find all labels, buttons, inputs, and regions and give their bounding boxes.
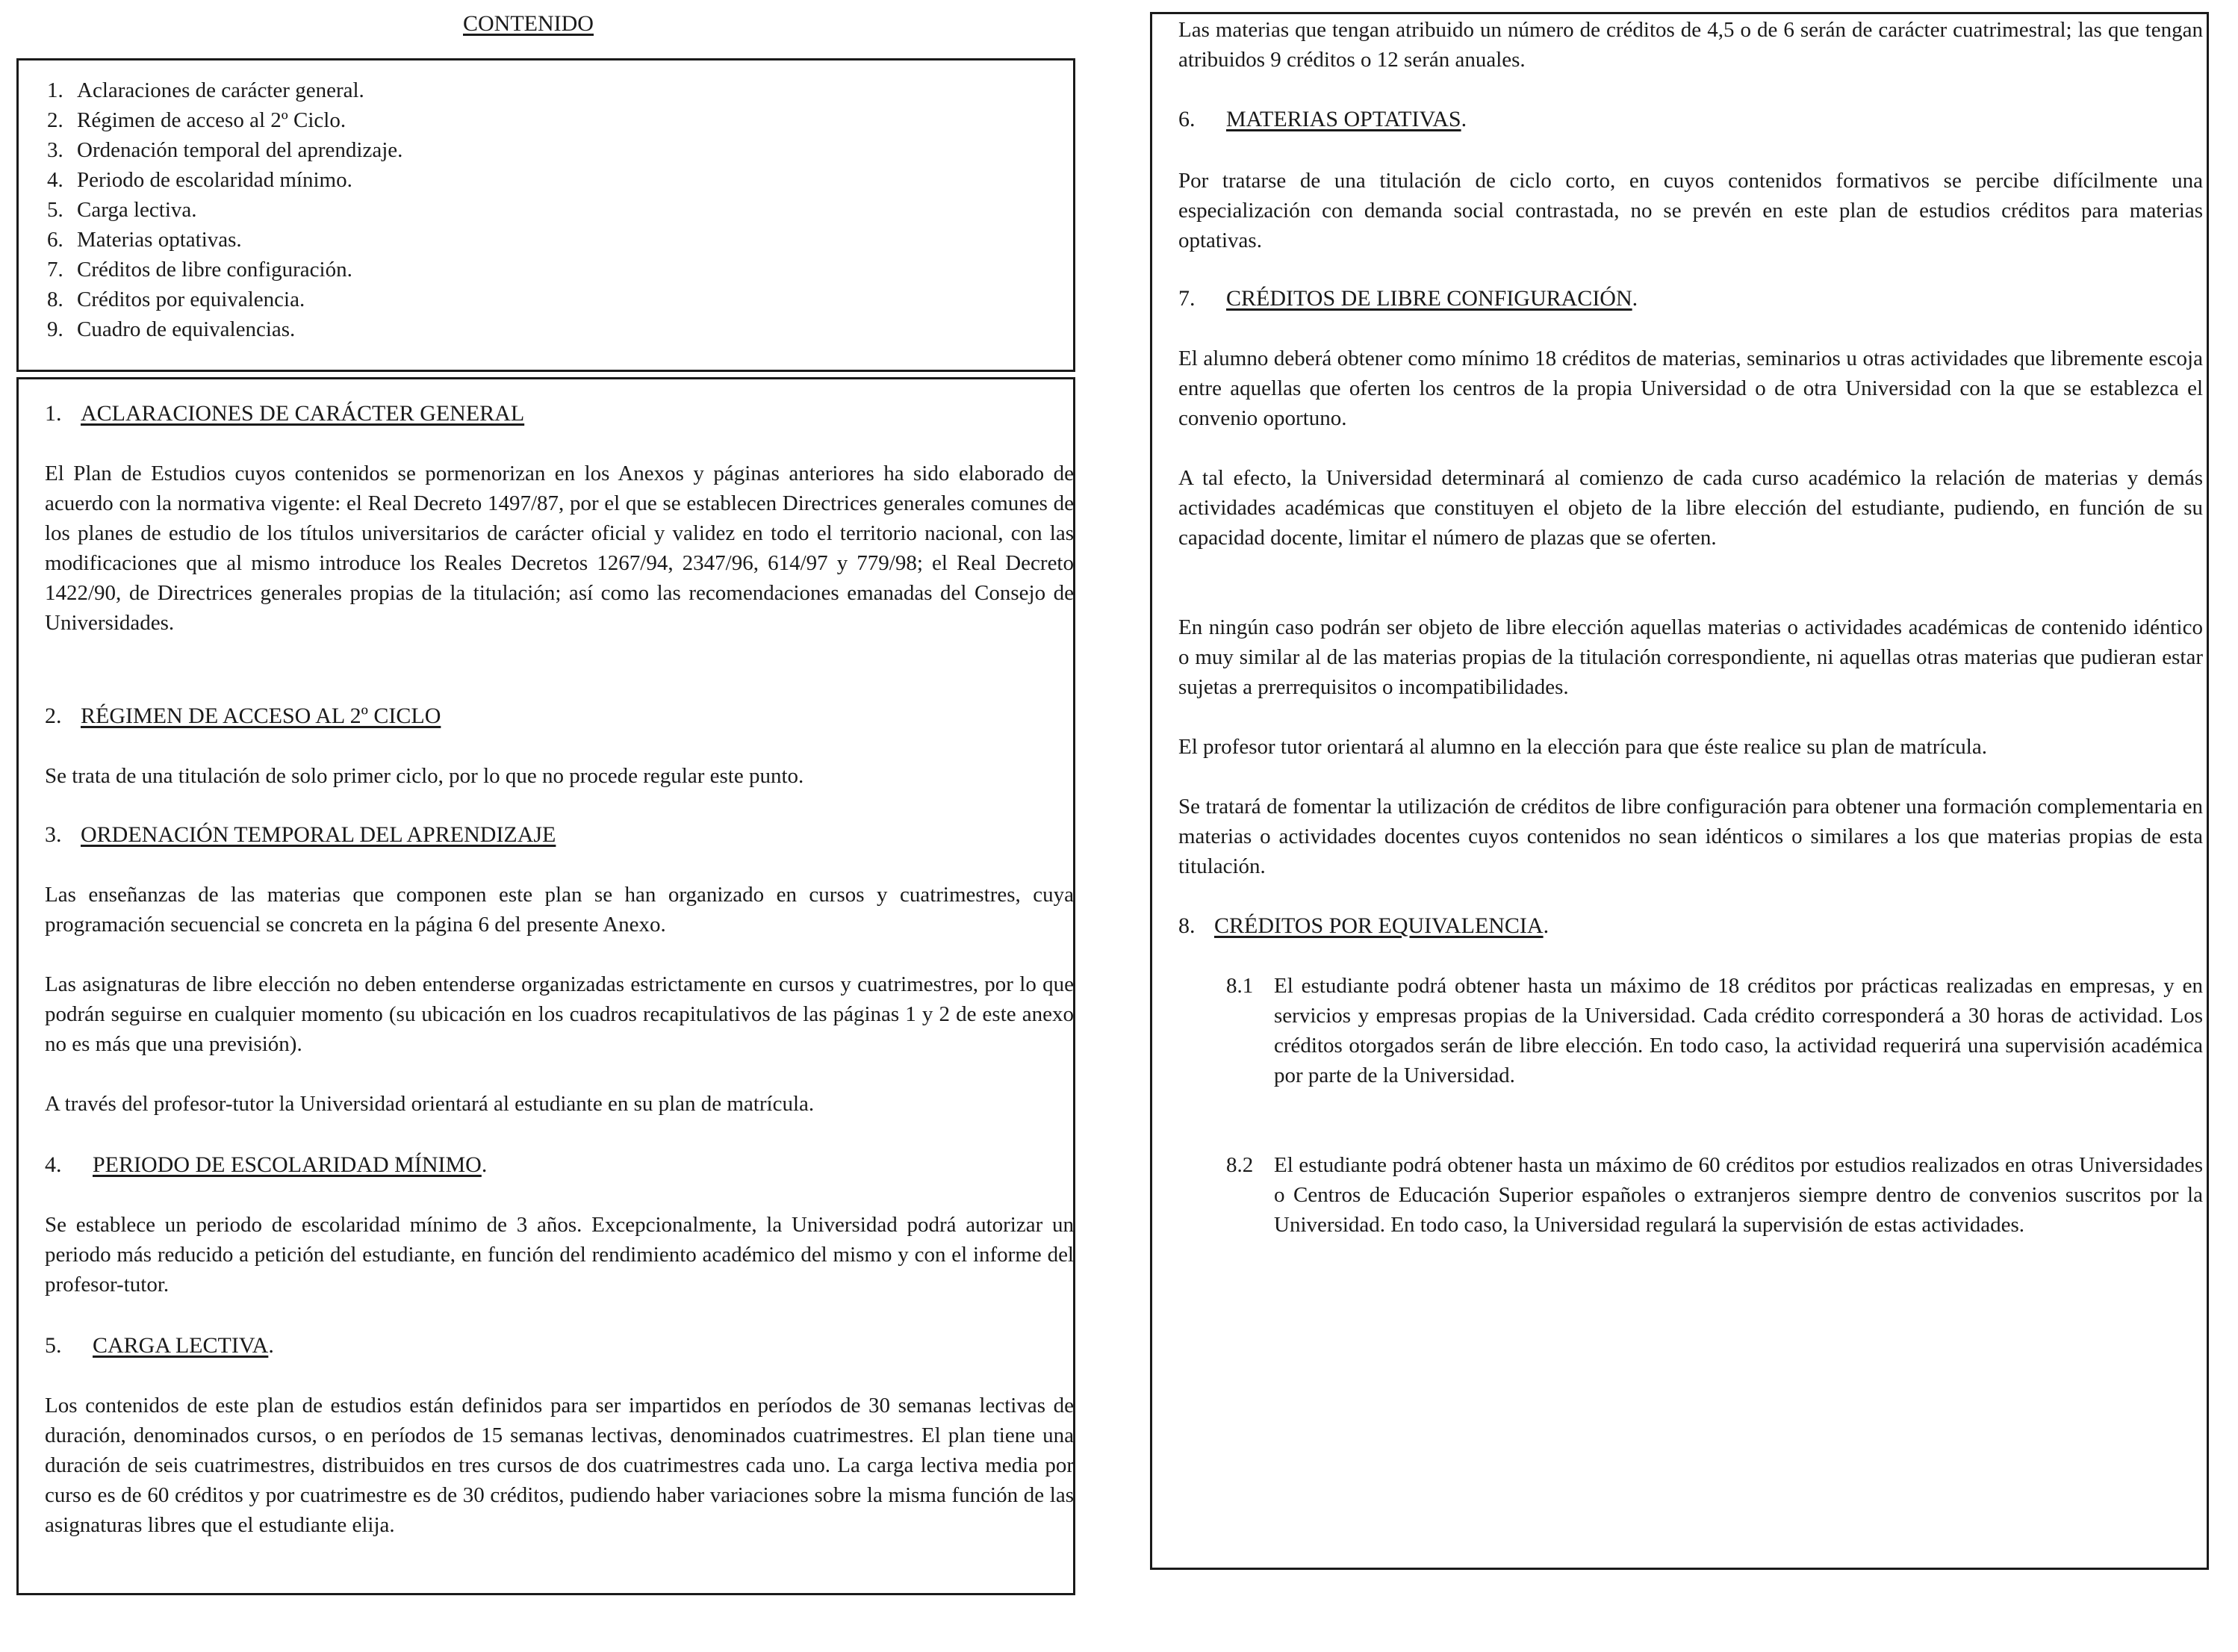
toc-item: 1. Aclaraciones de carácter general. (47, 78, 364, 102)
toc-item: 3. Ordenación temporal del aprendizaje. (47, 138, 403, 162)
toc-item: 7. Créditos de libre configuración. (47, 258, 352, 282)
section-1-heading: 1. ACLARACIONES DE CARÁCTER GENERAL (45, 401, 525, 426)
section-5-heading: 5. CARGA LECTIVA. (45, 1333, 274, 1358)
toc-box (16, 58, 1075, 372)
section-3-paragraph-2: Las asignaturas de libre elección no deben entenderse organizadas estrictamente en cursos y cuatrimestres, por lo que podrán seguirse en cualquier momento (su ubicación en los cuadros recapitulativos de las páginas 1 y 2 de este anexo no es más que una previsión). (45, 972, 1074, 1056)
intro-paragraph: Las materias que tengan atribuido un número de créditos de 4,5 o de 6 serán de carácter cuatrimestral; las que tengan atribuidos 9 créditos o 12 serán anuales. (1178, 18, 2203, 72)
section-7-paragraph-4: El profesor tutor orientará al alumno en la elección para que éste realice su plan de matrícula. (1178, 735, 1987, 759)
section-7-paragraph-3: En ningún caso podrán ser objeto de libre elección aquellas materias o actividades académicas de contenido idéntico o muy similar al de las materias propias de la titulación correspondiente, ni aquellas otras materias que pudieran estar sujetas a prerrequisitos o incompatibilidades. (1178, 615, 2203, 699)
section-4-heading: 4. PERIODO DE ESCOLARIDAD MÍNIMO. (45, 1152, 488, 1177)
section-4-paragraph: Se establece un periodo de escolaridad mínimo de 3 años. Excepcionalmente, la Universidad podrá autorizar un periodo más reducido a petición del estudiante, en función del rendimiento académico del mismo y con el informe del profesor-tutor. (45, 1213, 1074, 1297)
section-3-paragraph-3: A través del profesor-tutor la Universidad orientará al estudiante en su plan de matrícula. (45, 1092, 815, 1116)
toc-list (47, 75, 1073, 344)
section-7-paragraph-5: Se tratará de fomentar la utilización de créditos de libre configuración para obtener una formación complementaria en materias o actividades docentes cuyos contenidos no sean idénticos o similares a los que materias propias de esta titulación. (1178, 795, 2203, 878)
toc-item: 5. Carga lectiva. (47, 198, 197, 222)
toc-item: 8. Créditos por equivalencia. (47, 288, 305, 311)
section-2-paragraph: Se trata de una titulación de solo primer ciclo, por lo que no procede regular este punto. (45, 764, 804, 788)
toc-item: 9. Cuadro de equivalencias. (47, 317, 296, 341)
subsection-number: 8.1 (1226, 974, 1254, 998)
subsection-8-2 (1226, 1150, 2203, 1240)
section-6-paragraph: Por tratarse de una titulación de ciclo corto, en cuyos contenidos formativos se percibe difícilmente una especialización con demanda social contrastada, no se prevén en este plan de estudios créditos para materias optativas. (1178, 169, 2203, 252)
toc-item: 2. Régimen de acceso al 2º Ciclo. (47, 108, 346, 132)
subsection-text: El estudiante podrá obtener hasta un máximo de 18 créditos por prácticas realizadas en empresas, y en servicios y empresas propias de la Universidad. Cada crédito corresponderá a 30 horas de actividad. Los créditos otorgados serán de libre elección. En todo caso, la actividad requerirá una supervisión académica por parte de la Universidad. (1274, 974, 2203, 1087)
section-8-heading: 8. CRÉDITOS POR EQUIVALENCIA. (1178, 913, 1549, 938)
toc-title: CONTENIDO (463, 11, 594, 36)
section-3-heading: 3. ORDENACIÓN TEMPORAL DEL APRENDIZAJE (45, 822, 556, 847)
section-6-heading: 6. MATERIAS OPTATIVAS. (1178, 107, 1467, 131)
section-3-paragraph-1: Las enseñanzas de las materias que componen este plan se han organizado en cursos y cuatrimestres, cuya programación secuencial se concreta en la página 6 del presente Anexo. (45, 883, 1074, 937)
subsection-8-1 (1226, 971, 2203, 1090)
section-7-heading: 7. CRÉDITOS DE LIBRE CONFIGURACIÓN. (1178, 286, 1638, 311)
subsection-number: 8.2 (1226, 1153, 1254, 1177)
section-7-paragraph-2: A tal efecto, la Universidad determinará al comienzo de cada curso académico la relación de materias y demás actividades académicas que constituyen el objeto de la libre elección del estudiante, pudiendo, en función de su capacidad docente, limitar el número de plazas que se oferten. (1178, 466, 2203, 550)
toc-item: 4. Periodo de escolaridad mínimo. (47, 168, 352, 192)
section-2-heading: 2. RÉGIMEN DE ACCESO AL 2º CICLO (45, 704, 441, 728)
section-5-paragraph: Los contenidos de este plan de estudios están definidos para ser impartidos en períodos de 30 semanas lectivas de duración, denominados cursos, o en períodos de 15 semanas lectivas, denominados cuatrimestres. El plan tiene una duración de seis cuatrimestres, distribuidos en tres cursos de dos cuatrimestres cada uno. La carga lectiva media por curso es de 60 créditos y por cuatrimestre es de 30 créditos, pudiendo haber variaciones sobre la misma función de las asignaturas libres que el estudiante elija. (45, 1394, 1074, 1537)
section-1-paragraph: El Plan de Estudios cuyos contenidos se pormenorizan en los Anexos y páginas anteriores ha sido elaborado de acuerdo con la normativa vigente: el Real Decreto 1497/87, por el que se establecen Directrices generales comunes de los planes de estudio de los títulos universitarios de carácter oficial y validez en todo el territorio nacional, con las modificaciones que al mismo introduce los Reales Decretos 1267/94, 2347/96, 614/97 y 779/98; el Real Decreto 1422/90, de Directrices generales propias de la titulación; así como las recomendaciones emanadas del Consejo de Universidades. (45, 462, 1074, 635)
section-7-paragraph-1: El alumno deberá obtener como mínimo 18 créditos de materias, seminarios u otras actividades que libremente escoja entre aquellas que oferten los centros de la propia Universidad o de otra Universidad con la que se establezca el convenio oportuno. (1178, 347, 2203, 430)
subsection-text: El estudiante podrá obtener hasta un máximo de 60 créditos por estudios realizados en otras Universidades o Centros de Educación Superior españoles o extranjeros siempre dentro de convenios suscritos por la Universidad. En todo caso, la Universidad regulará la supervisión de estas actividades. (1274, 1153, 2203, 1237)
toc-item: 6. Materias optativas. (47, 228, 242, 252)
